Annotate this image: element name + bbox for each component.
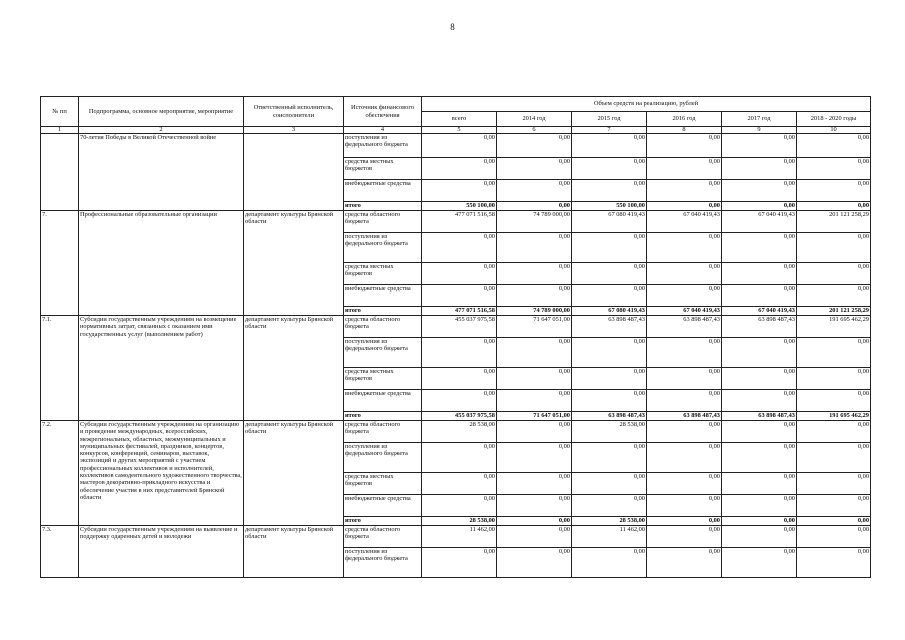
amount-cell: 0,00 (647, 548, 722, 578)
measure-name: Субсидии государственным учреждениям на выявление и поддержку одаренных детей и молодежи (79, 526, 244, 578)
funding-source: итого (344, 412, 422, 421)
amount-cell: 0,00 (722, 517, 797, 526)
amount-cell: 0,00 (497, 285, 572, 307)
item-number: 7. (41, 211, 79, 316)
column-number: 1 (41, 127, 79, 134)
item-number: 7.3. (41, 526, 79, 578)
amount-cell: 0,00 (647, 180, 722, 202)
amount-cell: 0,00 (572, 158, 647, 180)
funding-source: средства местных бюджетов (344, 368, 422, 390)
column-number: 7 (572, 127, 647, 134)
amount-cell: 0,00 (422, 473, 497, 495)
column-number: 2 (79, 127, 244, 134)
funding-source: средства областного бюджета (344, 421, 422, 443)
amount-cell: 63 898 487,43 (722, 412, 797, 421)
amount-cell: 0,00 (572, 180, 647, 202)
amount-cell: 0,00 (797, 263, 871, 285)
header-year-2015: 2015 год (572, 112, 647, 127)
amount-cell: 0,00 (647, 134, 722, 158)
funding-source: внебюджетные средства (344, 285, 422, 307)
amount-cell: 0,00 (722, 338, 797, 368)
amount-cell: 0,00 (497, 180, 572, 202)
amount-cell: 0,00 (497, 526, 572, 548)
amount-cell: 28 538,00 (422, 517, 497, 526)
amount-cell: 0,00 (797, 548, 871, 578)
amount-cell: 0,00 (497, 390, 572, 412)
amount-cell: 0,00 (422, 390, 497, 412)
amount-cell: 0,00 (797, 285, 871, 307)
executor: департамент культуры Брянской области (244, 526, 344, 578)
amount-cell: 0,00 (422, 158, 497, 180)
header-executor: Ответственный исполнитель, соисполнители (244, 97, 344, 127)
funding-source: итого (344, 202, 422, 211)
amount-cell: 0,00 (497, 263, 572, 285)
funding-source: итого (344, 517, 422, 526)
column-number: 5 (422, 127, 497, 134)
amount-cell: 0,00 (647, 517, 722, 526)
amount-cell: 0,00 (422, 548, 497, 578)
funding-source: поступления из федерального бюджета (344, 443, 422, 473)
amount-cell: 0,00 (797, 180, 871, 202)
header-volume: Объем средств на реализацию, рублей (422, 97, 871, 112)
funding-source: средства областного бюджета (344, 211, 422, 233)
header-year-2014: 2014 год (497, 112, 572, 127)
funding-source: внебюджетные средства (344, 180, 422, 202)
amount-cell: 0,00 (422, 495, 497, 517)
amount-cell: 0,00 (722, 134, 797, 158)
executor: департамент культуры Брянской области (244, 316, 344, 421)
amount-cell: 0,00 (497, 338, 572, 368)
executor: департамент культуры Брянской области (244, 211, 344, 316)
amount-cell: 0,00 (647, 443, 722, 473)
amount-cell: 67 080 419,43 (572, 307, 647, 316)
amount-cell: 0,00 (497, 368, 572, 390)
funding-source: средства местных бюджетов (344, 158, 422, 180)
amount-cell: 0,00 (722, 548, 797, 578)
amount-cell: 0,00 (647, 421, 722, 443)
executor: департамент культуры Брянской области (244, 421, 344, 526)
amount-cell: 455 037 975,58 (422, 412, 497, 421)
page-number: 8 (450, 22, 455, 32)
amount-cell: 0,00 (422, 338, 497, 368)
amount-cell: 0,00 (572, 368, 647, 390)
amount-cell: 0,00 (647, 473, 722, 495)
amount-cell: 0,00 (647, 233, 722, 263)
amount-cell: 0,00 (572, 338, 647, 368)
amount-cell: 455 037 975,58 (422, 316, 497, 338)
amount-cell: 71 647 051,00 (497, 316, 572, 338)
table-row (41, 526, 871, 548)
amount-cell: 191 695 462,29 (797, 412, 871, 421)
amount-cell: 191 695 462,29 (797, 316, 871, 338)
amount-cell: 0,00 (797, 158, 871, 180)
amount-cell: 11 462,00 (422, 526, 497, 548)
amount-cell: 67 040 419,43 (722, 211, 797, 233)
amount-cell: 0,00 (647, 202, 722, 211)
amount-cell: 0,00 (722, 443, 797, 473)
amount-cell: 0,00 (797, 421, 871, 443)
amount-cell: 550 100,00 (572, 202, 647, 211)
amount-cell: 0,00 (722, 368, 797, 390)
amount-cell: 0,00 (797, 134, 871, 158)
funding-source: внебюджетные средства (344, 390, 422, 412)
funding-source: поступления из федерального бюджета (344, 548, 422, 578)
amount-cell: 0,00 (797, 443, 871, 473)
header-source: Источник финансового обеспечения (344, 97, 422, 127)
amount-cell: 0,00 (647, 158, 722, 180)
column-number: 3 (244, 127, 344, 134)
amount-cell: 67 080 419,43 (572, 211, 647, 233)
amount-cell: 0,00 (572, 473, 647, 495)
measure-name: Профессиональные образовательные организации (79, 211, 244, 316)
executor (244, 134, 344, 211)
amount-cell: 0,00 (572, 443, 647, 473)
amount-cell: 201 121 258,29 (797, 211, 871, 233)
amount-cell: 0,00 (422, 134, 497, 158)
amount-cell: 63 898 487,43 (572, 316, 647, 338)
amount-cell: 0,00 (497, 134, 572, 158)
amount-cell: 0,00 (722, 158, 797, 180)
amount-cell: 0,00 (722, 473, 797, 495)
funding-source: поступления из федерального бюджета (344, 233, 422, 263)
amount-cell: 0,00 (647, 338, 722, 368)
amount-cell: 0,00 (797, 526, 871, 548)
amount-cell: 0,00 (572, 285, 647, 307)
header-year-2017: 2017 год (722, 112, 797, 127)
measure-name: Субсидии государственным учреждениям на организацию и проведение международных, всероссийских, межрегиональных, областных, межмуниципальных и муниципальных фестивалей, праздников, концертов, конкурсов, конференций, семинаров, выставок, экспозиций и других мероприятий с участием профессиональных коллективов и исполнителей, коллективов самодеятельного художественного творчества, мастеров декоративно-прикладного искусства и обеспечение участия в них представителей Брянской области (79, 421, 244, 526)
amount-cell: 550 100,00 (422, 202, 497, 211)
amount-cell: 28 538,00 (422, 421, 497, 443)
amount-cell: 0,00 (647, 390, 722, 412)
table-row (41, 211, 871, 233)
amount-cell: 0,00 (722, 233, 797, 263)
amount-cell: 0,00 (572, 548, 647, 578)
funding-source: средства областного бюджета (344, 526, 422, 548)
amount-cell: 0,00 (722, 180, 797, 202)
amount-cell: 63 898 487,43 (647, 412, 722, 421)
amount-cell: 0,00 (647, 263, 722, 285)
amount-cell: 11 462,00 (572, 526, 647, 548)
amount-cell: 74 789 000,00 (497, 211, 572, 233)
funding-source: средства местных бюджетов (344, 263, 422, 285)
column-number: 9 (722, 127, 797, 134)
column-number: 4 (344, 127, 422, 134)
amount-cell: 0,00 (497, 517, 572, 526)
funding-source: средства местных бюджетов (344, 473, 422, 495)
budget-table (40, 96, 871, 578)
item-number: 7.2. (41, 421, 79, 526)
amount-cell: 67 040 419,43 (647, 211, 722, 233)
amount-cell: 0,00 (422, 285, 497, 307)
funding-source: поступления из федерального бюджета (344, 134, 422, 158)
amount-cell: 0,00 (722, 285, 797, 307)
item-number: 7.1. (41, 316, 79, 421)
amount-cell: 0,00 (722, 495, 797, 517)
item-number (41, 134, 79, 211)
amount-cell: 67 040 419,43 (722, 307, 797, 316)
measure-name: Субсидии государственным учреждениям на возмещение нормативных затрат, связанных с оказанием ими государственных услуг (выполнением работ) (79, 316, 244, 421)
amount-cell: 63 898 487,43 (647, 316, 722, 338)
funding-source: итого (344, 307, 422, 316)
measure-name: 70-летия Победы в Великой Отечественной войне (79, 134, 244, 211)
header-year-2018-2020: 2018 - 2020 годы (797, 112, 871, 127)
amount-cell: 0,00 (722, 526, 797, 548)
amount-cell: 0,00 (497, 548, 572, 578)
amount-cell: 0,00 (797, 517, 871, 526)
amount-cell: 0,00 (422, 443, 497, 473)
amount-cell: 0,00 (572, 134, 647, 158)
amount-cell: 0,00 (497, 202, 572, 211)
header-year-total: всего (422, 112, 497, 127)
amount-cell: 0,00 (797, 495, 871, 517)
amount-cell: 0,00 (647, 368, 722, 390)
funding-source: поступления из федерального бюджета (344, 338, 422, 368)
amount-cell: 0,00 (797, 368, 871, 390)
amount-cell: 0,00 (422, 368, 497, 390)
column-number: 6 (497, 127, 572, 134)
amount-cell: 0,00 (647, 285, 722, 307)
amount-cell: 0,00 (797, 390, 871, 412)
amount-cell: 0,00 (422, 263, 497, 285)
amount-cell: 0,00 (647, 526, 722, 548)
column-number: 8 (647, 127, 722, 134)
amount-cell: 0,00 (722, 390, 797, 412)
table-row (41, 316, 871, 338)
amount-cell: 71 647 051,00 (497, 412, 572, 421)
funding-source: средства областного бюджета (344, 316, 422, 338)
amount-cell: 0,00 (572, 263, 647, 285)
amount-cell: 0,00 (497, 495, 572, 517)
amount-cell: 201 121 258,29 (797, 307, 871, 316)
header-num: № пп (41, 97, 79, 127)
amount-cell: 0,00 (497, 421, 572, 443)
amount-cell: 28 538,00 (572, 517, 647, 526)
amount-cell: 63 898 487,43 (572, 412, 647, 421)
amount-cell: 0,00 (497, 443, 572, 473)
amount-cell: 0,00 (797, 233, 871, 263)
amount-cell: 0,00 (797, 338, 871, 368)
funding-source: внебюджетные средства (344, 495, 422, 517)
amount-cell: 0,00 (422, 233, 497, 263)
amount-cell: 0,00 (572, 390, 647, 412)
amount-cell: 0,00 (497, 473, 572, 495)
amount-cell: 0,00 (572, 233, 647, 263)
amount-cell: 0,00 (572, 495, 647, 517)
amount-cell: 0,00 (722, 421, 797, 443)
amount-cell: 0,00 (647, 495, 722, 517)
amount-cell: 28 538,00 (572, 421, 647, 443)
table-row (41, 134, 871, 158)
amount-cell: 67 040 419,43 (647, 307, 722, 316)
amount-cell: 0,00 (722, 202, 797, 211)
amount-cell: 0,00 (497, 233, 572, 263)
amount-cell: 0,00 (722, 263, 797, 285)
amount-cell: 63 898 487,43 (722, 316, 797, 338)
amount-cell: 0,00 (422, 180, 497, 202)
column-number: 10 (797, 127, 871, 134)
amount-cell: 477 071 516,58 (422, 307, 497, 316)
amount-cell: 477 071 516,58 (422, 211, 497, 233)
header-year-2016: 2016 год (647, 112, 722, 127)
amount-cell: 0,00 (797, 202, 871, 211)
amount-cell: 74 789 000,00 (497, 307, 572, 316)
header-program: Подпрограмма, основное мероприятие, мероприятие (79, 97, 244, 127)
table-row (41, 421, 871, 443)
amount-cell: 0,00 (497, 158, 572, 180)
amount-cell: 0,00 (797, 473, 871, 495)
